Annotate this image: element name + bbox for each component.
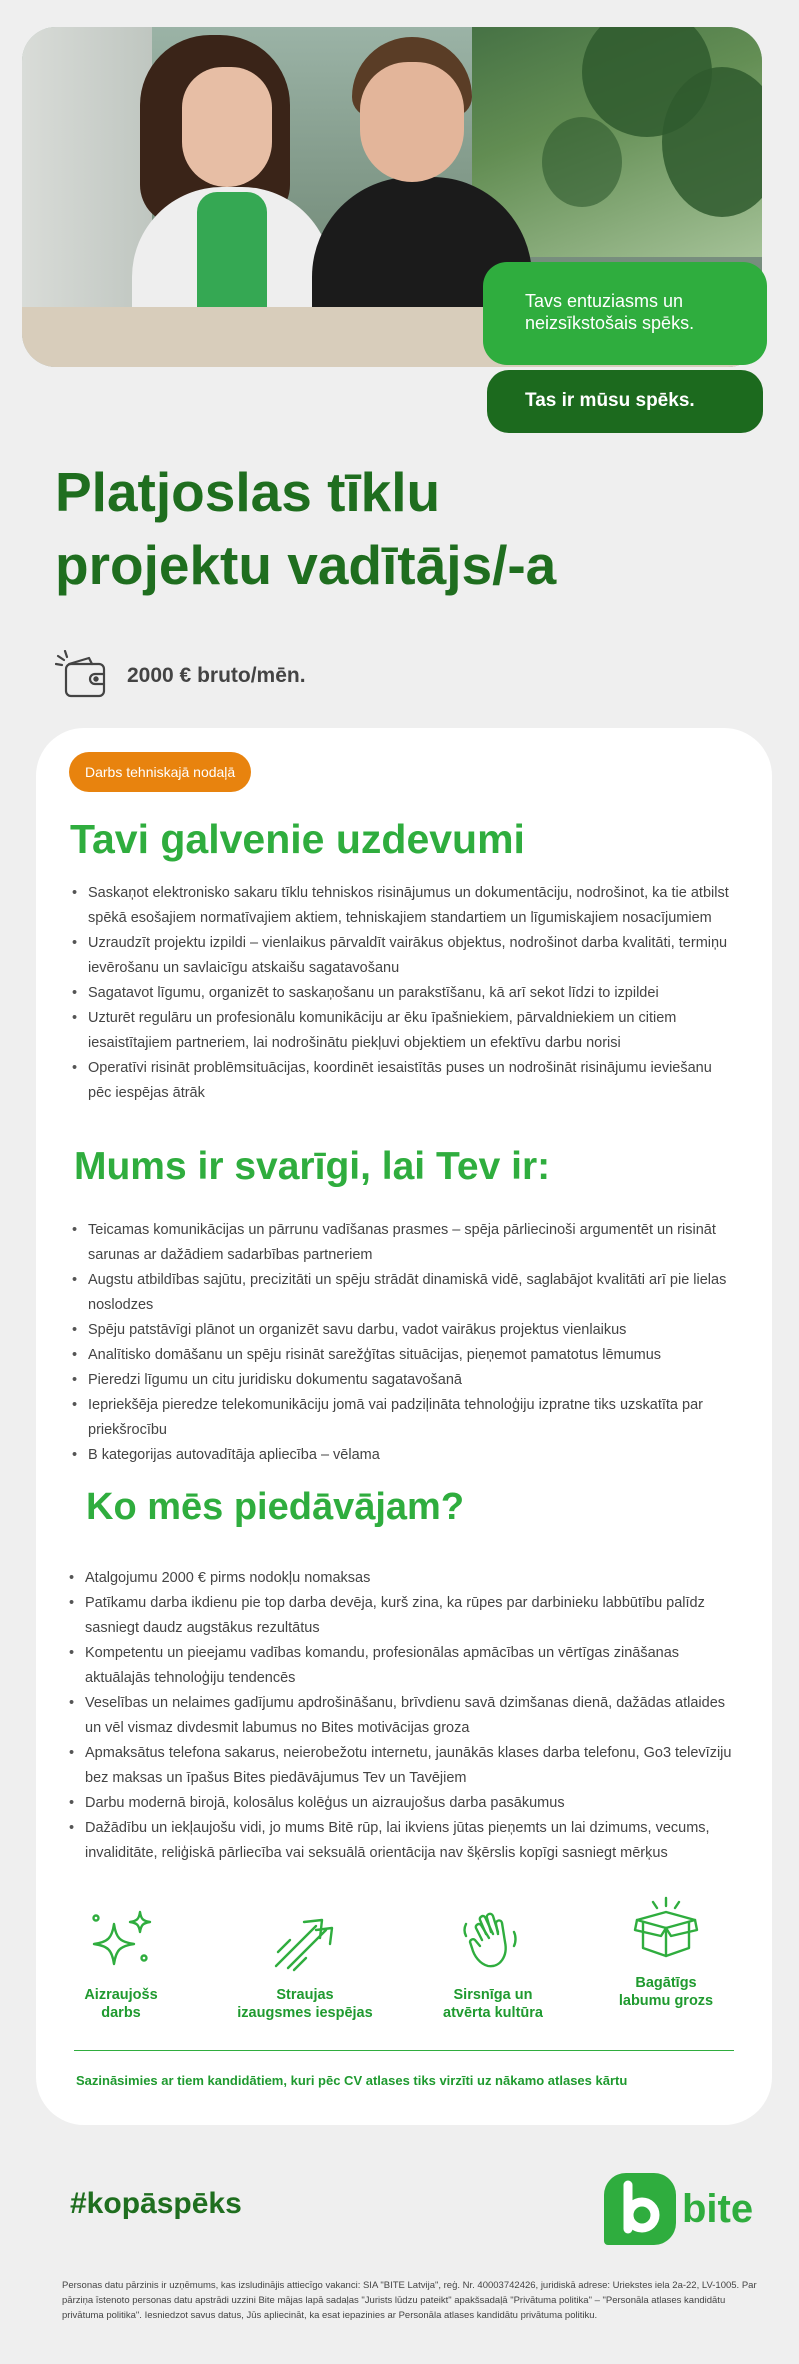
bite-logo-text: bite [682,2186,754,2231]
list-item: • Kompetentu un pieejamu vadības komandu, profesionālas apmācības un vērtīgas zināšanas aktuālajās tehnoloģiju tendencēs [69,1641,739,1691]
list-item: • Patīkamu darba ikdienu pie top darba devēja, kurš zina, ka rūpes par darbinieku labbūtību palīdz sasniegt daudz augstākus rezultātus [69,1591,739,1641]
benefit-caption: atvērta kultūra [443,2005,543,2021]
list-item: • Analītisko domāšanu un spēju risināt sarežģītas situācijas, pieņemot pamatotus lēmumus [72,1343,732,1368]
job-title-line2: projektu vadītājs/-a [55,534,557,596]
sparkles-icon [86,1906,156,1976]
list-item: • Uzturēt regulāru un profesionālu komunikāciju ar ēku īpašniekiem, pārvaldniekiem un citiem iesaistītajiem partneriem, lai nodrošinātu piekļuvi objektiem un efektīvu darbu norisi [72,1006,732,1056]
section-title-offer: Ko mēs piedāvājam? [86,1486,465,1528]
waving-hand-icon [458,1906,528,1976]
bite-logo-mark [604,2173,676,2245]
growth-arrows-icon [270,1906,340,1976]
job-details-card [36,728,772,2125]
list-item: • Uzraudzīt projektu izpildi – vienlaikus pārvaldīt vairākus objektus, nodrošinot darba kvalitāti, termiņu ievērošanu un savlaicīgu atskaišu sagatavošanu [72,931,732,981]
job-title [55,456,755,602]
list-item: • Dažādību un iekļaujošu vidi, jo mums Bitē rūp, lai ikviens jūtas pieņemts un lai dzimums, vecums, invaliditāte, reliģiskā pārliecība vai seksuālā orientācija nav šķērslis kopīgi sasniegt mērķus [69,1816,739,1866]
gift-box-icon [631,1894,701,1964]
salary-row [55,650,306,702]
list-item: • Saskaņot elektronisko sakaru tīklu tehniskos risinājumus un dokumentāciju, nodrošinot, ka tie atbilst spēkā esošajiem normatīvajiem aktiem, tehniskajiem standartiem un līgumiskajiem nosacījumiem [72,881,732,931]
list-item: • Atalgojumu 2000 € pirms nodokļu nomaksas [69,1566,739,1591]
benefit-caption: Straujas [276,1987,334,2003]
benefit-caption: Aizraujošs [84,1987,158,2003]
list-item: • Pieredzi līgumu un citu juridisku dokumentu sagatavošanā [72,1368,732,1393]
benefit-caption: Bagātīgs [635,1975,697,1991]
benefit-caption: Sirsnīga un [453,1987,533,2003]
benefits-row [36,1906,772,2026]
section-title-requirements: Mums ir svarīgi, lai Tev ir: [74,1145,551,1188]
section-title-tasks: Tavi galvenie uzdevumi [70,816,525,862]
list-item: • Apmaksātus telefona sakarus, neierobežotu internetu, jaunākās klases darba telefonu, Go3 televīziju bez maksas un īpašus Bites piedāvājumus Tev un Tavējiem [69,1741,739,1791]
legal-text: Personas datu pārzinis ir uzņēmums, kas izsludinājis attiecīgo vakanci: SIA "BITE Latvija", reģ. Nr. 40003742426, juridiskā adrese: Uriekstes iela 2a-22, LV-1005. Par pārziņa īstenoto personas datu apstrādi uzzini Bite mājas lapā sadaļas "Jurists lūdzu pateikt" apakšsadaļā "Privātuma politika" – "Personāla atlases kandidātu privātuma politika". Iesniedzot savus datus, Jūs apliecināt, ka esat iepazinies ar Personāla atlases kandidātu privātuma politiku. [62,2280,757,2321]
selection-note: Sazināsimies ar tiem kandidātiem, kuri pēc CV atlases tiks virzīti uz nākamo atlases kārtu [76,2073,628,2088]
benefit-caption: labumu grozs [618,1993,714,2009]
list-item: • Augstu atbildības sajūtu, precizitāti un spēju strādāt dinamiskā vidē, saglabājot kvalitāti arī pie lielas noslodzes [72,1268,732,1318]
requirements-list [72,1218,732,1468]
benefit-growth [220,1906,390,2022]
list-item: • Spēju patstāvīgi plānot un organizēt savu darbu, vadot vairākus projektus vienlaikus [72,1318,732,1343]
hero-bubble-secondary: Tas ir mūsu spēks. [487,370,763,433]
list-item: • Veselības un nelaimes gadījumu apdrošināšanu, brīvdienu savā dzimšanas dienā, dažādas atlaides un vēl vismaz divdesmit labumus no Bites motivācijas groza [69,1691,739,1741]
wallet-icon [55,650,111,702]
hashtag: #kopāspēks [70,2187,242,2220]
list-item: • B kategorijas autovadītāja apliecība – vēlama [72,1443,732,1468]
benefit-perks [581,1894,751,2010]
job-title-line1: Platjoslas tīklu [55,461,441,523]
bite-b-icon [604,2173,676,2245]
list-item: • Darbu modernā birojā, kolosālus kolēģus un aizraujošus darba pasākumus [69,1791,739,1816]
benefit-culture [408,1906,578,2022]
offer-list [69,1566,739,1866]
benefit-caption: darbs [101,2005,141,2021]
bite-logo[interactable] [604,2173,753,2245]
benefit-exciting-work [36,1906,206,2022]
benefit-caption: izaugsmes iespējas [237,2005,373,2021]
list-item: • Sagatavot līgumu, organizēt to saskaņošanu un parakstīšanu, kā arī sekot līdzi to izpildei [72,981,732,1006]
list-item: • Iepriekšēja pieredze telekomunikāciju jomā vai padziļināta tehnoloģiju izpratne tiks uzskatīta par priekšrocību [72,1393,732,1443]
department-badge: Darbs tehniskajā nodaļā [69,752,251,792]
hero-bubble-primary: Tavs entuziasms un neizsīkstošais spēks. [483,262,767,365]
tasks-list [72,881,732,1106]
salary-text: 2000 € bruto/mēn. [127,664,306,687]
divider [74,2050,734,2051]
list-item: • Operatīvi risināt problēmsituācijas, koordinēt iesaistītās puses un nodrošināt risinājumu ieviešanu pēc iespējas ātrāk [72,1056,732,1106]
list-item: • Teicamas komunikācijas un pārrunu vadīšanas prasmes – spēja pārliecinoši argumentēt un risināt sarunas ar dažādiem sadarbības partneriem [72,1218,732,1268]
